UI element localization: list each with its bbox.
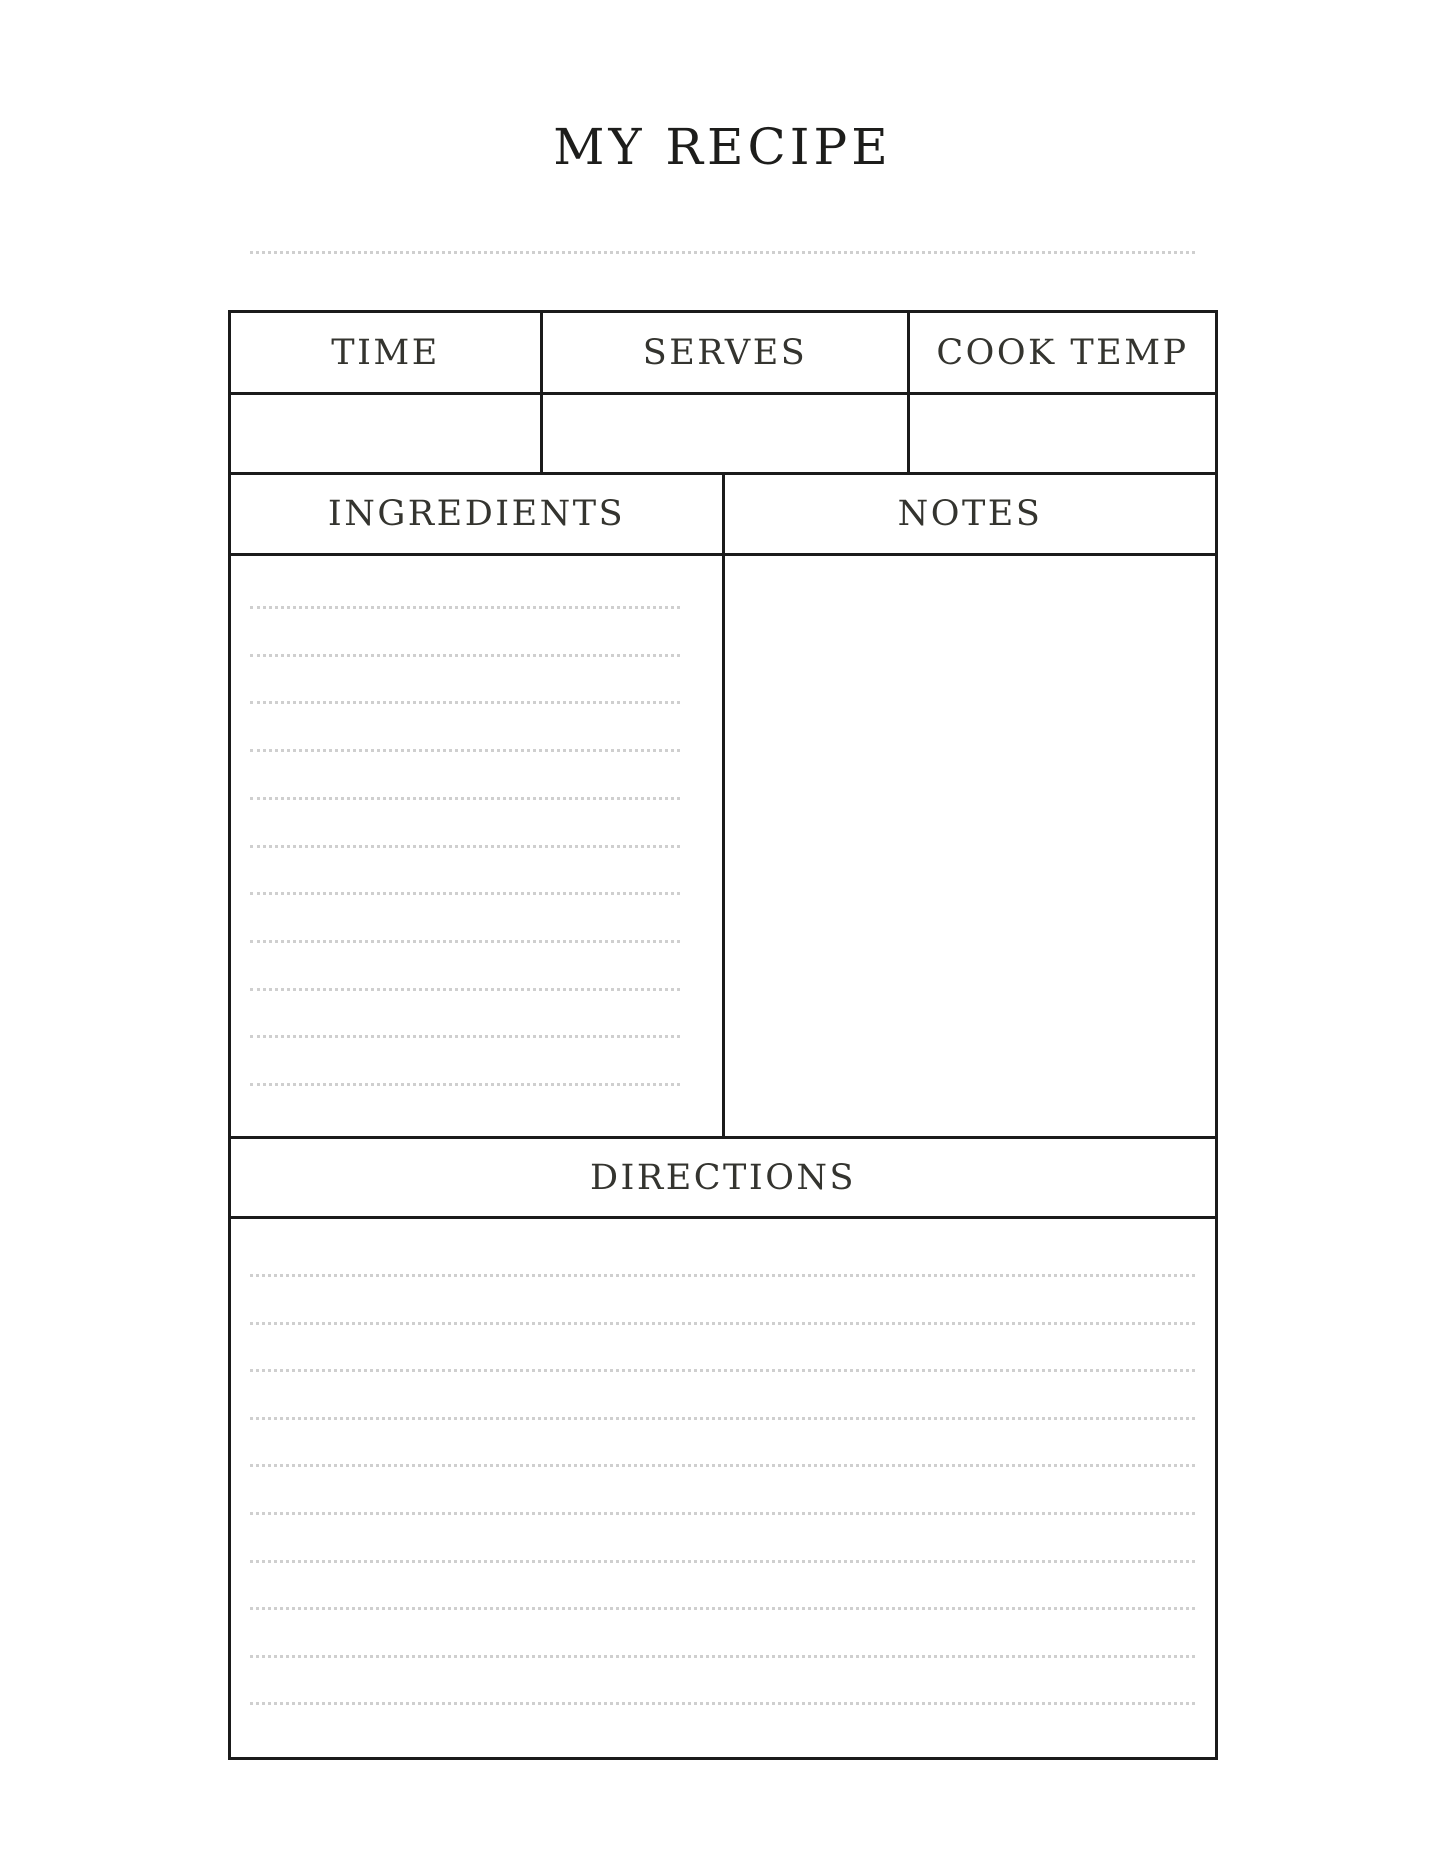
ingredients-label: INGREDIENTS: [327, 494, 626, 534]
ingredient-line[interactable]: [250, 845, 680, 848]
ingredient-line[interactable]: [250, 606, 680, 609]
ingredient-line[interactable]: [250, 1035, 680, 1038]
direction-line[interactable]: [250, 1274, 1195, 1277]
recipe-name-line[interactable]: [250, 251, 1195, 254]
time-field[interactable]: [231, 395, 540, 472]
ingredient-line[interactable]: [250, 1083, 680, 1086]
ingredient-line[interactable]: [250, 988, 680, 991]
serves-field[interactable]: [543, 395, 907, 472]
direction-line[interactable]: [250, 1702, 1195, 1705]
direction-line[interactable]: [250, 1655, 1195, 1658]
ingredient-line[interactable]: [250, 892, 680, 895]
direction-line[interactable]: [250, 1512, 1195, 1515]
ingredient-line[interactable]: [250, 797, 680, 800]
directions-label: DIRECTIONS: [589, 1157, 857, 1198]
serves-label: SERVES: [642, 332, 808, 373]
cook-temp-field[interactable]: [910, 395, 1215, 472]
direction-line[interactable]: [250, 1417, 1195, 1420]
ingredient-line[interactable]: [250, 654, 680, 657]
cook-temp-label: COOK TEMP: [936, 332, 1189, 373]
page-title: MY RECIPE: [553, 118, 892, 176]
direction-line[interactable]: [250, 1607, 1195, 1610]
direction-line[interactable]: [250, 1560, 1195, 1563]
directions-area[interactable]: [231, 1219, 1215, 1757]
ingredient-line[interactable]: [250, 701, 680, 704]
time-label: TIME: [331, 332, 440, 373]
direction-line[interactable]: [250, 1369, 1195, 1372]
direction-line[interactable]: [250, 1322, 1195, 1325]
notes-label: NOTES: [897, 494, 1043, 534]
direction-line[interactable]: [250, 1464, 1195, 1467]
ingredient-line[interactable]: [250, 749, 680, 752]
ingredient-line[interactable]: [250, 940, 680, 943]
notes-area[interactable]: [725, 556, 1215, 1136]
